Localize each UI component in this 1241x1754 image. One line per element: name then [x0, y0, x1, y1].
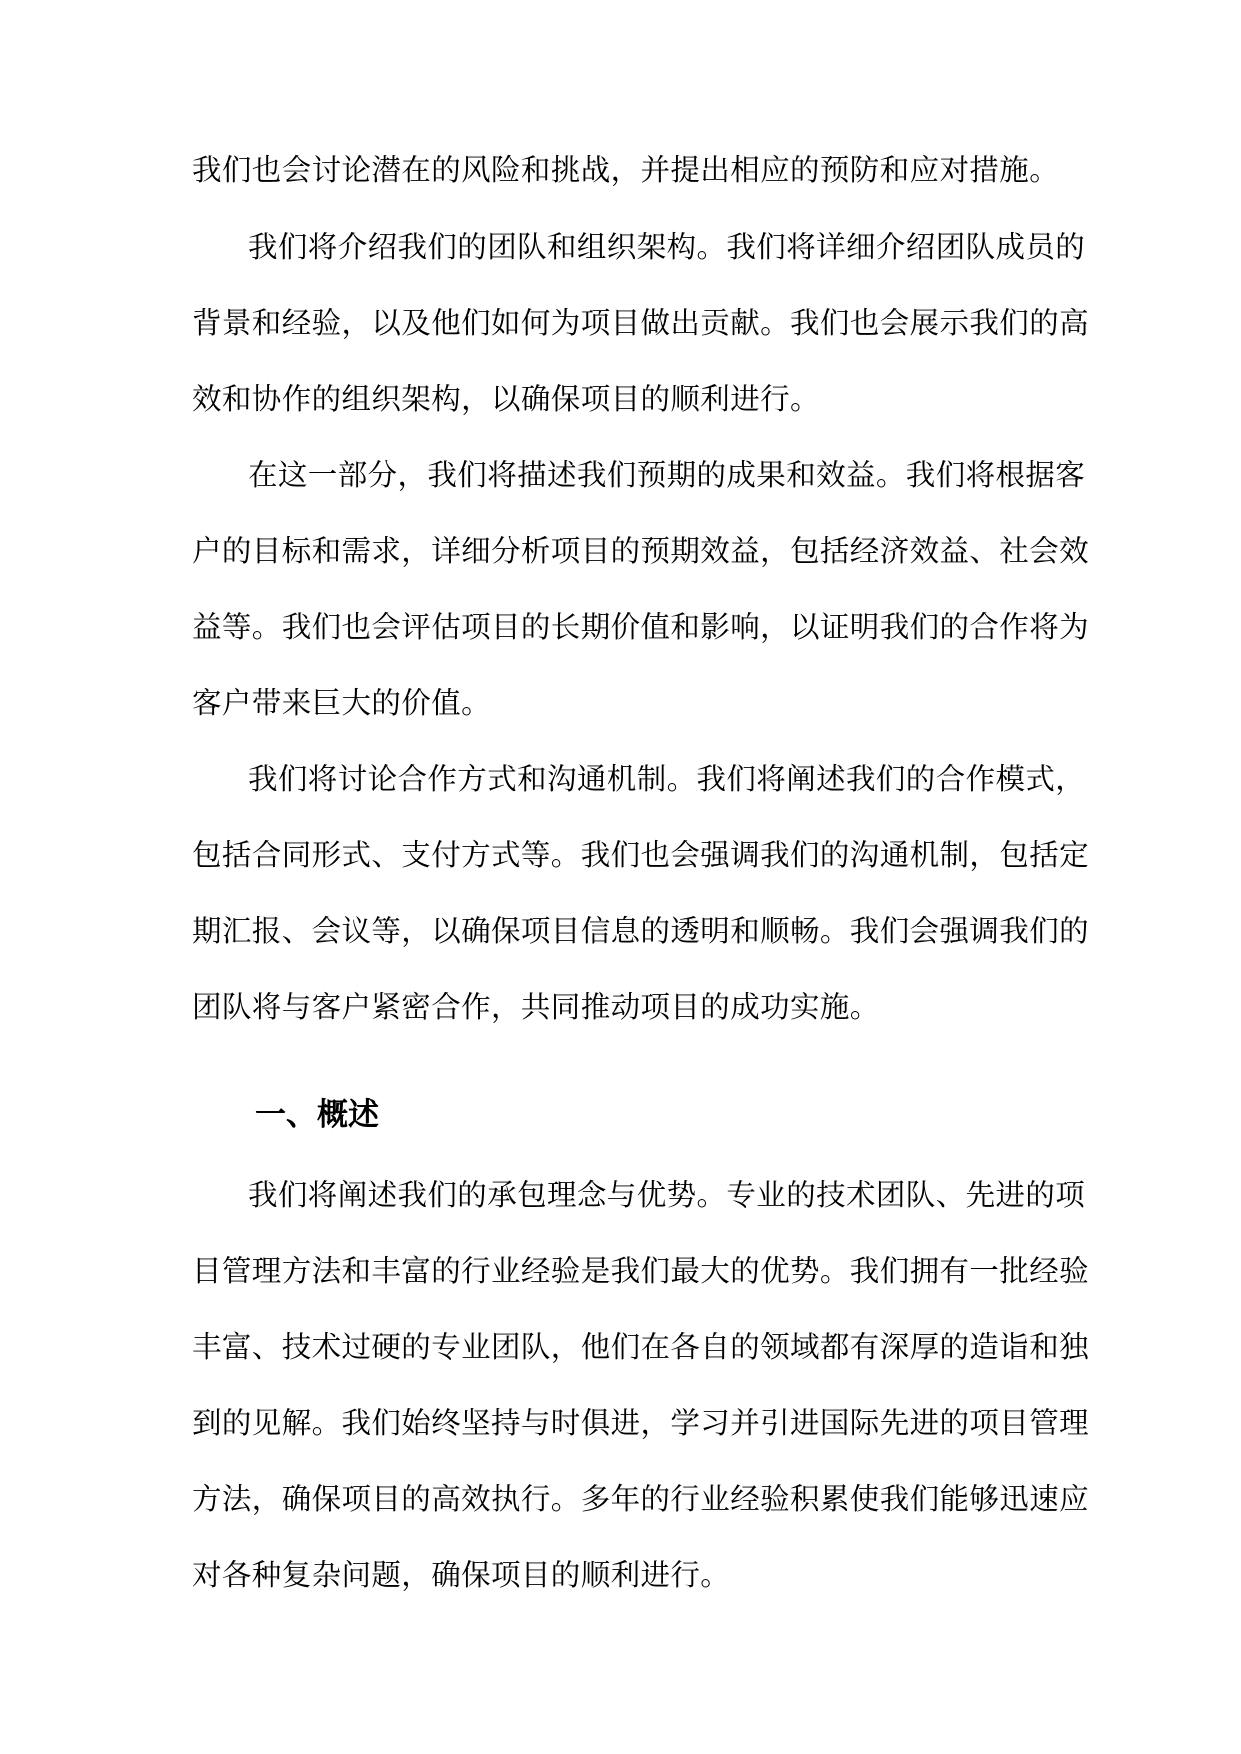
paragraph-line: 目管理方法和丰富的行业经验是我们最大的优势。我们拥有一批经验: [192, 1254, 1090, 1288]
paragraph-line: 我们将阐述我们的承包理念与优势。专业的技术团队、先进的项: [248, 1178, 1086, 1212]
paragraph-line: 我们将讨论合作方式和沟通机制。我们将阐述我们的合作模式，: [248, 762, 1086, 796]
paragraph-line: 我们将介绍我们的团队和组织架构。我们将详细介绍团队成员的: [248, 230, 1086, 264]
paragraph-line: 丰富、技术过硬的专业团队，他们在各自的领域都有深厚的造诣和独: [192, 1330, 1090, 1364]
paragraph-line: 客户带来巨大的价值。: [192, 686, 492, 720]
paragraph-line: 在这一部分，我们将描述我们预期的成果和效益。我们将根据客: [248, 458, 1086, 492]
paragraph-line: 包括合同形式、支付方式等。我们也会强调我们的沟通机制，包括定: [192, 838, 1090, 872]
paragraph-line: 我们也会讨论潜在的风险和挑战，并提出相应的预防和应对措施。: [192, 153, 1060, 187]
paragraph-line: 户的目标和需求，详细分析项目的预期效益，包括经济效益、社会效: [192, 534, 1090, 568]
paragraph-line: 期汇报、会议等，以确保项目信息的透明和顺畅。我们会强调我们的: [192, 914, 1090, 948]
paragraph-line: 到的见解。我们始终坚持与时俱进，学习并引进国际先进的项目管理: [192, 1406, 1090, 1440]
paragraph-line: 效和协作的组织架构，以确保项目的顺利进行。: [192, 382, 820, 416]
paragraph-line: 益等。我们也会评估项目的长期价值和影响，以证明我们的合作将为: [192, 610, 1090, 644]
paragraph-line: 团队将与客户紧密合作，共同推动项目的成功实施。: [192, 990, 880, 1024]
section-heading: 一、概述: [255, 1097, 379, 1133]
paragraph-line: 方法，确保项目的高效执行。多年的行业经验积累使我们能够迅速应: [192, 1482, 1090, 1516]
paragraph-line: 背景和经验，以及他们如何为项目做出贡献。我们也会展示我们的高: [192, 306, 1090, 340]
paragraph-line: 对各种复杂问题，确保项目的顺利进行。: [192, 1558, 731, 1592]
